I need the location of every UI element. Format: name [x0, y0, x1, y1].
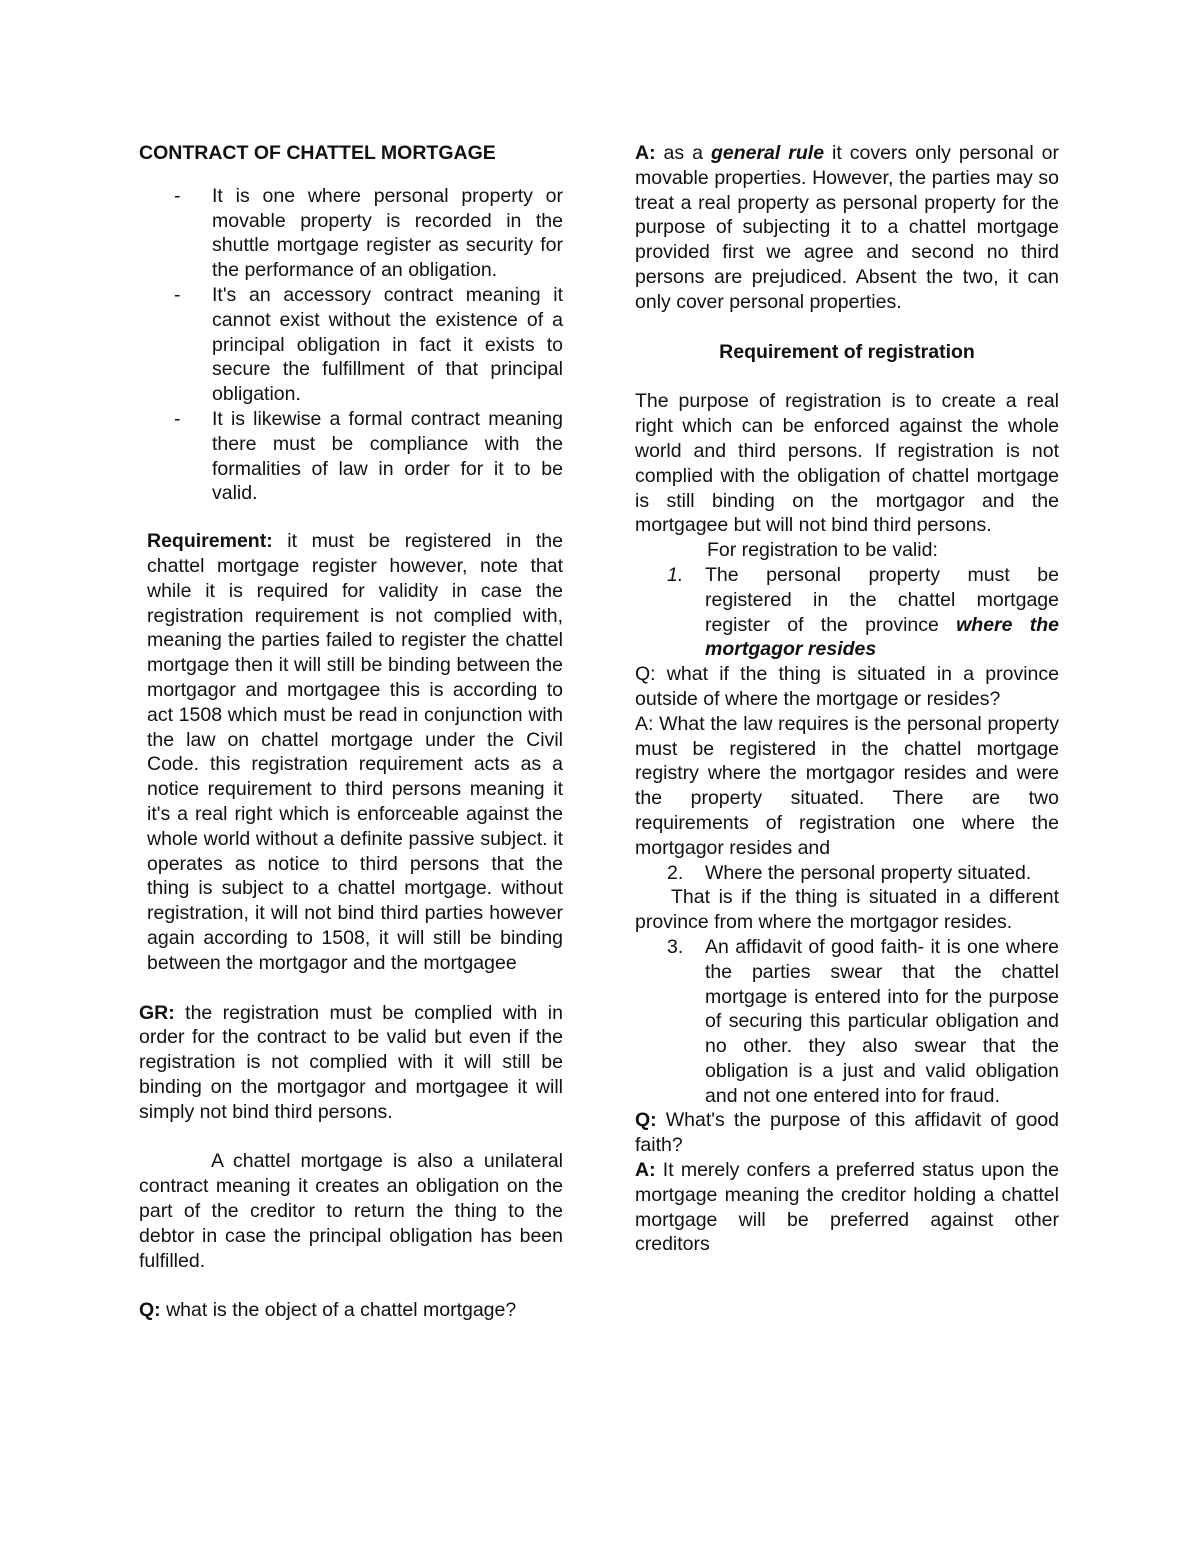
question-affidavit — [635, 1108, 1059, 1158]
definition-list — [139, 184, 563, 506]
requirement-paragraph — [139, 529, 563, 975]
question-label: Q: — [139, 1299, 161, 1322]
answer-text-pre: as a — [655, 142, 711, 164]
gr-label: GR: — [139, 1001, 175, 1024]
question-text: what is the object of a chattel mortgage? — [160, 1299, 517, 1322]
bullet-marker: - — [174, 184, 181, 207]
left-column — [139, 141, 563, 1323]
list-number: 3. — [667, 935, 684, 958]
requirements-list-2 — [635, 861, 1059, 886]
list-item-text: It is one where personal property or movable property is recorded in the shuttle mortgage register as security for the performance of an obligation. — [212, 184, 563, 282]
answer-text: it covers only personal or movable properties. However, the parties may so treat a real property as personal property for the purpose of subjecting it to a chattel mortgage provided first we agree and second no third persons are prejudiced. Absent the two, it can only cover personal properties. — [635, 142, 1059, 313]
different-province-paragraph: That is if the thing is situated in a different province from where the mortgagor resides. — [635, 886, 1059, 934]
list-item — [635, 861, 1059, 886]
requirement-text: it must be registered in the chattel mortgage register however, note that while it is required for validity in case the registration requirement is not complied with, meaning the parties failed to register the chattel mortgage then it will still be binding between the mortgagor and mortgagee this is according to act 1508 which must be read in conjunction with the law on chattel mortgage under the Civil Code. this registration requirement acts as a notice requirement to third persons meaning it it's a real right which is enforceable against the whole world without a definite passive subject. it operates as notice to third persons that the thing is subject to a chattel mortgage. without registration, it will not bind third parties however again according to 1508, it will still be binding between the mortgagor and the mortgagee — [147, 530, 563, 974]
answer-object — [635, 141, 1059, 315]
right-column — [635, 141, 1059, 1257]
gr-text: the registration must be complied with in order for the contract to be valid but even if the registration is not complied with it will still be binding on the mortgagor and mortgagee it will simply not bind third persons. — [139, 1001, 563, 1123]
list-number: 1. — [667, 563, 684, 586]
question-text: What's the purpose of this affidavit of good faith? — [635, 1109, 1059, 1157]
list-item — [635, 935, 1059, 1109]
list-item-text: Where the personal property situated. — [705, 861, 1032, 884]
list-item — [139, 283, 563, 407]
unilateral-paragraph: A chattel mortgage is also a unilateral contract meaning it creates an obligation on the part of the creditor to return the thing to the debtor in case the principal obligation has been fulfilled. — [139, 1150, 563, 1272]
answer-affidavit — [635, 1158, 1059, 1257]
list-item-text: The personal property must be registered in the chattel mortgage register of the province — [705, 563, 1059, 636]
list-item — [139, 184, 563, 283]
list-item — [139, 407, 563, 506]
valid-intro: For registration to be valid: — [707, 539, 938, 562]
question-object — [139, 1298, 563, 1323]
requirements-list-1 — [635, 563, 1059, 662]
list-item-text: It's an accessory contract meaning it cannot exist without the existence of a principal obligation in fact it exists to secure the fulfillment of that principal obligation. — [212, 283, 563, 406]
answer-label: A: — [635, 1159, 656, 1182]
question-label: Q: — [635, 1109, 657, 1132]
answer-emphasis: general rule — [710, 142, 825, 164]
requirements-list-3 — [635, 935, 1059, 1109]
page-title: CONTRACT OF CHATTEL MORTGAGE — [139, 142, 496, 164]
answer-text: It merely confers a preferred status upon the mortgage meaning the creditor holding a chattel mortgage will be preferred against other creditors — [635, 1159, 1059, 1256]
question-situated: Q: what if the thing is situated in a province outside of where the mortgage or resides? — [635, 663, 1059, 710]
bullet-marker: - — [174, 283, 181, 306]
list-item-text: It is likewise a formal contract meaning there must be compliance with the formalities of law in order for it to be valid. — [212, 407, 563, 505]
list-item — [635, 563, 1059, 662]
registration-purpose: The purpose of registration is to create a real right which can be enforced against the whole world and third persons. If registration is not complied with the obligation of chattel mortgage is still binding on the mortgagor and the mortgagee but will not bind third persons. — [635, 390, 1059, 537]
answer-situated: A: What the law requires is the personal property must be registered in the chattel mortgage registry where the mortgagor resides and were the property situated. There are two requirements of registration one where the mortgagor resides and — [635, 712, 1059, 859]
answer-label: A: — [635, 142, 656, 164]
gr-paragraph — [139, 1001, 563, 1125]
list-item-emphasis: where the mortgagor resides — [705, 613, 1059, 661]
list-item-text: An affidavit of good faith- it is one where the parties swear that the chattel mortgage is entered into for the purpose of securing this particular obligation and no other. they also swear that the obligation is a just and valid obligation and not one entered into for fraud. — [705, 935, 1059, 1107]
list-number: 2. — [667, 861, 684, 884]
requirement-label: Requirement: — [147, 530, 273, 553]
registration-heading: Requirement of registration — [719, 340, 975, 363]
bullet-marker: - — [174, 407, 181, 430]
